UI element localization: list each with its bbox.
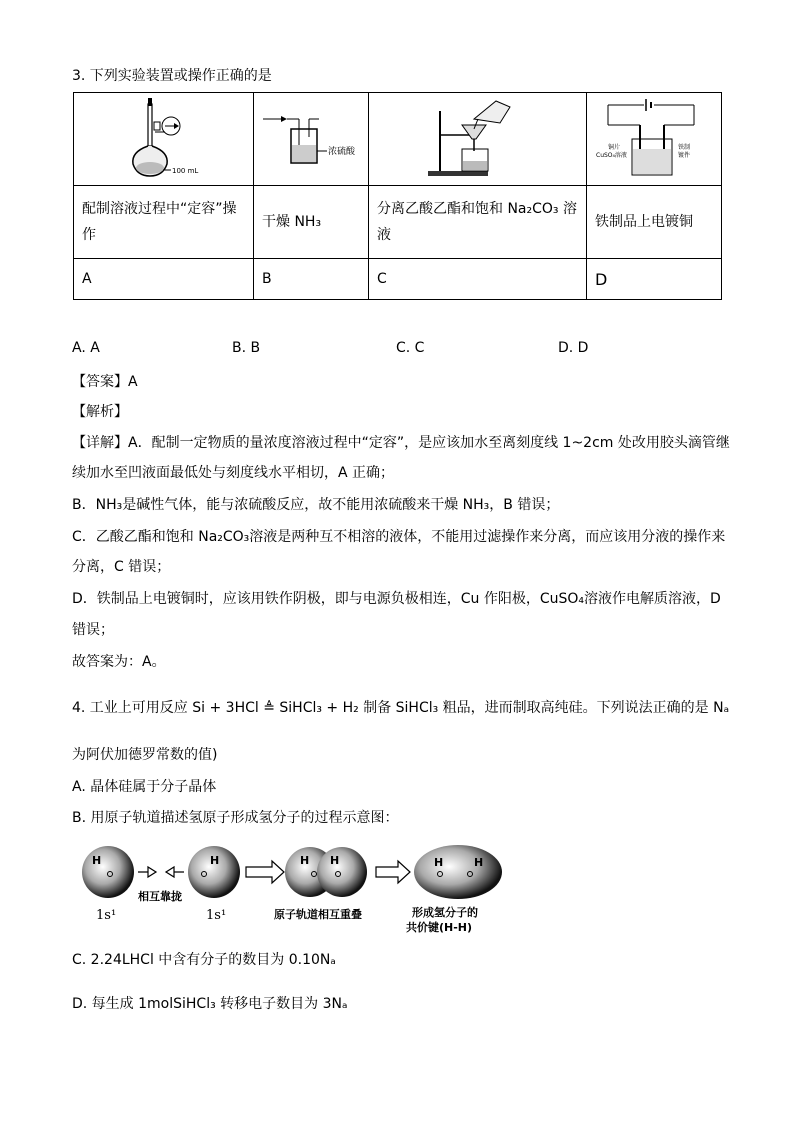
- arrow-left-icon: [166, 867, 184, 877]
- detail-line-6: D．铁制品上电镀铜时，应该用铁作阴极，即与电源负极相连，Cu 作阳极，CuSO₄溶液作电解质溶液，D: [72, 591, 721, 607]
- detail-line-4: C．乙酸乙酯和饱和 Na₂CO₃溶液是两种互不相溶的液体，不能用过滤操作来分离，而应该用分液的操作来: [72, 529, 726, 545]
- detail-line-1: 【详解】A．配制一定物质的量浓度溶液过程中“定容”，是应该加水至离刻度线 1~2cm 处改用胶头滴管继: [72, 435, 730, 451]
- orbital-label-right: 1s¹: [206, 908, 227, 923]
- overlap-h-right-letter: H: [330, 854, 340, 867]
- overlap-h-left-letter: H: [300, 854, 310, 867]
- atom-h-left-letter: H: [92, 854, 102, 867]
- cell-image-b: [254, 93, 369, 186]
- detail-line-8: 故答案为：A。: [72, 654, 166, 670]
- molecule-h-left-letter: H: [434, 856, 444, 869]
- cell-image-d: [587, 93, 722, 186]
- analysis-line: 【解析】: [72, 404, 128, 420]
- sulfuric-acid-label: 浓硫酸: [328, 147, 356, 157]
- q4-stem-line-1: 4. 工业上可用反应 Si + 3HCl ≜ SiHCl₃ + H₂ 制备 SiHCl₃ 粗品，进而制取高纯硅。下列说法正确的是 Nₐ: [72, 700, 730, 716]
- approach-label: 相互靠拢: [138, 890, 182, 903]
- q4-option-a: A. 晶体硅属于分子晶体: [72, 779, 217, 795]
- copper-label: 铜片: [608, 144, 621, 151]
- q4-option-b: B. 用原子轨道描述氢原子形成氢分子的过程示意图：: [72, 810, 399, 826]
- bond-label-line-1: 形成氢分子的: [412, 906, 478, 919]
- detail-line-2: 续加水至凹液面最低处与刻度线水平相切，A 正确；: [72, 465, 395, 481]
- desc-d: 铁制品上电镀铜: [587, 186, 722, 259]
- desc-b: 干燥 NH₃: [254, 186, 369, 259]
- label-b: B: [254, 259, 369, 300]
- detail-line-3: B．NH₃是碱性气体，能与浓硫酸反应，故不能用浓硫酸来干燥 NH₃，B 错误；: [72, 497, 560, 513]
- q3-option-a: A. A: [72, 340, 100, 356]
- cell-image-a: [74, 93, 254, 186]
- desc-c: 分离乙酸乙酯和饱和 Na₂CO₃ 溶液: [369, 186, 587, 259]
- volumetric-flask-diagram: [119, 94, 209, 180]
- arrow-right-icon: [376, 861, 410, 883]
- q4-option-d: D. 每生成 1molSiHCl₃ 转移电子数目为 3Nₐ: [72, 996, 348, 1012]
- q4-stem-line-2: 为阿伏加德罗常数的值): [72, 747, 218, 763]
- arrow-right-icon: [138, 867, 156, 877]
- q3-option-b: B. B: [232, 340, 261, 356]
- hydrogen-molecule: [414, 845, 502, 899]
- desc-a: 配制溶液过程中“定容”操作: [74, 186, 254, 259]
- label-c: C: [369, 259, 587, 300]
- overlapping-orbitals: [285, 847, 367, 897]
- answer-line: 【答案】A: [72, 374, 138, 390]
- orbital-label-left: 1s¹: [96, 908, 117, 923]
- overlap-label: 原子轨道相互重叠: [274, 908, 362, 921]
- atom-h-right-letter: H: [210, 854, 220, 867]
- q3-stem: 3. 下列实验装置或操作正确的是: [72, 68, 272, 84]
- cell-image-c: [369, 93, 587, 186]
- filtration-setup-diagram: [418, 95, 538, 179]
- iron-label: 铁制: [678, 144, 691, 151]
- label-d: D: [587, 259, 722, 300]
- flask-volume-label: 100 mL: [171, 167, 198, 175]
- q3-option-c: C. C: [396, 340, 425, 356]
- hydrogen-bond-formation-diagram: [78, 840, 508, 935]
- electroplating-diagram: [594, 95, 714, 179]
- q3-table: [73, 92, 722, 300]
- detail-line-5: 分离，C 错误；: [72, 559, 171, 575]
- q3-option-d: D. D: [558, 340, 589, 356]
- molecule-h-right-letter: H: [474, 856, 484, 869]
- q4-option-c: C. 2.24LHCl 中含有分子的数目为 0.10Nₐ: [72, 952, 336, 968]
- label-a: A: [74, 259, 254, 300]
- plated-item-label: 镀件: [678, 152, 691, 159]
- detail-line-7: 错误；: [72, 622, 114, 638]
- gas-washing-bottle-diagram: [261, 107, 361, 167]
- cuso4-label: CuSO₄溶液: [596, 152, 627, 159]
- hydrogen-atom-left: [82, 846, 134, 898]
- bond-label-line-2: 共价键(H-H): [406, 921, 473, 934]
- hydrogen-atom-right: [188, 846, 240, 898]
- arrow-right-icon: [246, 861, 284, 883]
